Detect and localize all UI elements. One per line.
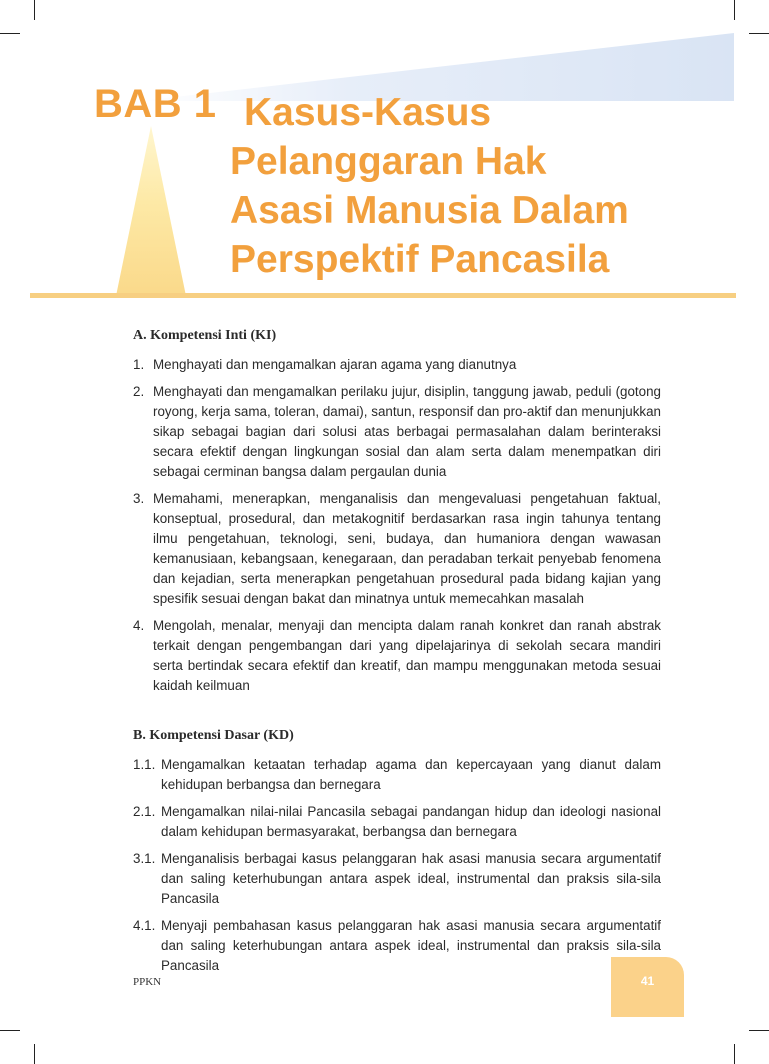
list-item xyxy=(133,802,661,842)
item-number: 4. xyxy=(133,618,145,633)
list-item xyxy=(133,916,661,976)
list-item xyxy=(133,849,661,909)
crop-mark xyxy=(734,1044,735,1064)
list-item xyxy=(133,382,661,482)
item-number: 2. xyxy=(133,384,145,399)
list-item xyxy=(133,489,661,609)
item-number: 1. xyxy=(133,357,145,372)
decorative-cone xyxy=(116,126,186,296)
crop-mark xyxy=(34,0,35,20)
list-item xyxy=(133,616,661,696)
item-number: 4.1. xyxy=(133,918,156,933)
header-divider xyxy=(30,293,736,298)
chapter-title xyxy=(230,88,710,284)
item-number: 1.1. xyxy=(133,757,156,772)
section-heading-kd: B. Kompetensi Dasar (KD) xyxy=(133,728,294,743)
kd-list xyxy=(133,755,661,976)
chapter-title-line: Kasus-Kasus xyxy=(244,91,492,134)
crop-mark xyxy=(734,0,735,20)
crop-mark xyxy=(34,1044,35,1064)
chapter-title-line: Pelanggaran Hak xyxy=(230,140,547,183)
chapter-label: BAB 1 xyxy=(94,82,217,126)
item-text: Mengamalkan ketaatan terhadap agama dan kepercayaan yang dianut dalam kehidupan berbangsa dan bernegara xyxy=(161,757,661,792)
item-number: 3.1. xyxy=(133,851,156,866)
section-heading-ki: A. Kompetensi Inti (KI) xyxy=(133,328,277,343)
list-item xyxy=(133,355,661,375)
ki-list xyxy=(133,355,661,696)
item-text: Menganalisis berbagai kasus pelanggaran hak asasi manusia secara argumentatif dan saling keterhubungan antara aspek ideal, instrumental dan praksis sila-sila Pancasila xyxy=(161,851,661,906)
item-text: Mengolah, menalar, menyaji dan mencipta dalam ranah konkret dan ranah abstrak terkait dengan pengembangan dari yang dipelajarinya di sekolah secara mandiri serta bertindak secara efektif dan kreatif, dan mampu menggunakan metoda sesuai kaidah keilmuan xyxy=(153,618,661,693)
item-number: 3. xyxy=(133,491,145,506)
chapter-title-line: Asasi Manusia Dalam xyxy=(230,189,629,232)
page-content xyxy=(133,326,661,983)
item-text: Menghayati dan mengamalkan ajaran agama yang dianutnya xyxy=(153,357,517,372)
footer-label: PPKN xyxy=(133,976,162,988)
crop-mark xyxy=(0,1030,20,1031)
chapter-title-line: Perspektif Pancasila xyxy=(230,238,610,281)
crop-mark xyxy=(749,1030,769,1031)
item-number: 2.1. xyxy=(133,804,156,819)
list-item xyxy=(133,755,661,795)
item-text: Menghayati dan mengamalkan perilaku jujur, disiplin, tanggung jawab, peduli (gotong royong, kerja sama, toleran, damai), santun, responsif dan pro-aktif dan menunjukkan sikap sebagai bagian dari solusi atas berbagai permasalahan dalam berinteraksi secara efektif dengan lingkungan sosial dan alam serta dalam menempatkan diri sebagai cerminan bangsa dalam pergaulan dunia xyxy=(153,384,661,479)
crop-mark xyxy=(0,33,20,34)
item-text: Mengamalkan nilai-nilai Pancasila sebagai pandangan hidup dan ideologi nasional dalam kehidupan bermasyarakat, berbangsa dan bernegara xyxy=(161,804,661,839)
item-text: Memahami, menerapkan, menganalisis dan mengevaluasi pengetahuan faktual, konseptual, prosedural, dan metakognitif berdasarkan rasa ingin tahunya tentang ilmu pengetahuan, teknologi, seni, budaya, dan humaniora dengan wawasan kemanusiaan, kebangsaan, kenegaraan, dan peradaban terkait penyebab fenomena dan kejadian, serta menerapkan pengetahuan prosedural pada bidang kajian yang spesifik sesuai dengan bakat dan minatnya untuk memecahkan masalah xyxy=(153,491,661,606)
item-text: Menyaji pembahasan kasus pelanggaran hak asasi manusia secara argumentatif dan saling keterhubungan antara aspek ideal, instrumental dan praksis sila-sila Pancasila xyxy=(161,918,661,973)
page-number: 41 xyxy=(640,974,655,988)
crop-mark xyxy=(749,33,769,34)
